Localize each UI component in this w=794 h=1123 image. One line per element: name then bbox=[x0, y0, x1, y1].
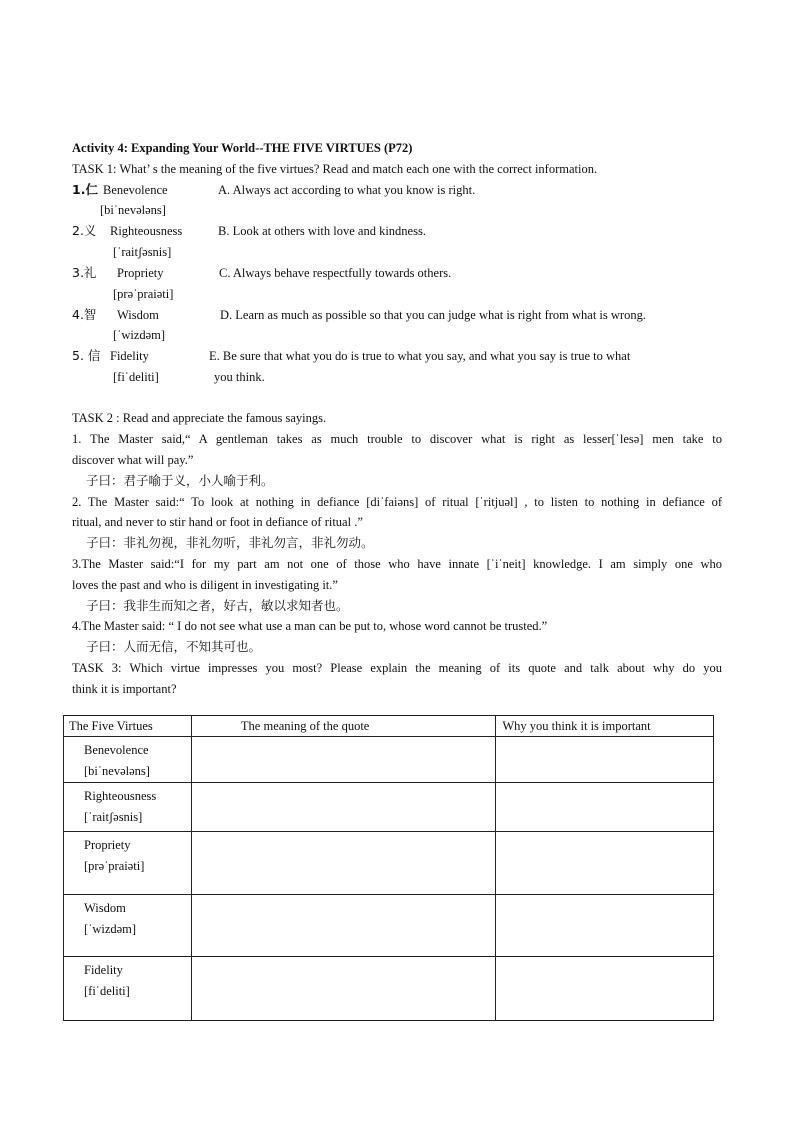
meaning-answer-cell[interactable] bbox=[191, 895, 495, 957]
saying-3-line-1: 3.The Master said:“I for my part am not one of those who have innate [ˈiˈneit] knowledge. I am simply one who bbox=[72, 557, 722, 571]
importance-answer-cell[interactable] bbox=[496, 737, 714, 783]
item-1-phonetic: [biˈnevələns] bbox=[100, 203, 166, 217]
importance-answer-cell[interactable] bbox=[496, 957, 714, 1021]
saying-1-line-1: 1. The Master said,“ A gentleman takes as much trouble to discover what is right as lesser[ˈlesə] men take to bbox=[72, 432, 722, 446]
meaning-answer-cell[interactable] bbox=[191, 957, 495, 1021]
saying-2-chinese: 子曰：非礼勿视，非礼勿听，非礼勿言，非礼勿动。 bbox=[86, 535, 374, 550]
activity-title: Activity 4: Expanding Your World--THE FIVE VIRTUES (P72) bbox=[72, 141, 413, 155]
task3-line-2: think it is important? bbox=[72, 682, 177, 696]
header-five-virtues: The Five Virtues bbox=[64, 716, 192, 737]
item-5-option-continued: you think. bbox=[214, 370, 265, 384]
item-4-number: 4.智 bbox=[72, 307, 97, 322]
item-1-option: A. Always act according to what you know is right. bbox=[218, 183, 476, 197]
item-2-word: Righteousness bbox=[110, 224, 183, 238]
meaning-answer-cell[interactable] bbox=[191, 737, 495, 783]
saying-4-chinese: 子曰：人而无信，不知其可也。 bbox=[86, 639, 262, 654]
virtue-word: Fidelity bbox=[84, 963, 123, 977]
saying-3-chinese: 子曰：我非生而知之者，好古，敏以求知者也。 bbox=[86, 598, 349, 613]
importance-answer-cell[interactable] bbox=[496, 783, 714, 832]
item-3-number: 3.礼 bbox=[72, 265, 97, 280]
virtue-cell bbox=[64, 832, 192, 895]
table-row bbox=[64, 832, 714, 895]
item-5-number: 5. 信 bbox=[72, 348, 101, 363]
item-3-phonetic: [prəˈpraiəti] bbox=[113, 287, 174, 301]
table-row bbox=[64, 957, 714, 1021]
virtue-word: Wisdom bbox=[84, 901, 126, 915]
saying-4-line-1: 4.The Master said: “ I do not see what use a man can be put to, whose word cannot be trusted.” bbox=[72, 619, 548, 633]
table-row bbox=[64, 737, 714, 783]
virtue-cell bbox=[64, 895, 192, 957]
item-1-word: Benevolence bbox=[103, 183, 168, 197]
meaning-answer-cell[interactable] bbox=[191, 832, 495, 895]
item-2-number: 2.义 bbox=[72, 223, 97, 238]
saying-2-line-2: ritual, and never to stir hand or foot in defiance of ritual .” bbox=[72, 515, 363, 529]
task3-line-1: TASK 3: Which virtue impresses you most? Please explain the meaning of its quote and talk about why do you bbox=[72, 661, 722, 675]
virtue-phonetic: [ˈraitʃəsnis] bbox=[84, 810, 143, 824]
virtue-word: Benevolence bbox=[84, 743, 149, 757]
item-5-word: Fidelity bbox=[110, 349, 149, 363]
virtue-cell bbox=[64, 957, 192, 1021]
table-header-row bbox=[64, 716, 714, 737]
virtue-phonetic: [ˈwizdəm] bbox=[84, 922, 137, 936]
saying-3-line-2: loves the past and who is diligent in investigating it.” bbox=[72, 578, 338, 592]
item-3-word: Propriety bbox=[117, 266, 164, 280]
virtue-word: Propriety bbox=[84, 838, 131, 852]
table-row bbox=[64, 783, 714, 832]
item-2-option: B. Look at others with love and kindness. bbox=[218, 224, 426, 238]
importance-answer-cell[interactable] bbox=[496, 895, 714, 957]
saying-1-line-2: discover what will pay.” bbox=[72, 453, 194, 467]
item-4-option: D. Learn as much as possible so that you can judge what is right from what is wrong. bbox=[220, 308, 646, 322]
virtue-phonetic: [fiˈdeliti] bbox=[84, 984, 130, 998]
table-row bbox=[64, 895, 714, 957]
virtue-phonetic: [prəˈpraiəti] bbox=[84, 859, 145, 873]
item-3-option: C. Always behave respectfully towards others. bbox=[219, 266, 452, 280]
item-5-phonetic: [fiˈdeliti] bbox=[113, 370, 159, 384]
saying-1-chinese: 子曰：君子喻于义，小人喻于利。 bbox=[86, 473, 274, 488]
header-why-important: Why you think it is important bbox=[496, 716, 714, 737]
item-5-option: E. Be sure that what you do is true to what you say, and what you say is true to what bbox=[209, 349, 631, 363]
item-4-phonetic: [ˈwizdəm] bbox=[113, 328, 166, 342]
task2-heading: TASK 2 : Read and appreciate the famous sayings. bbox=[72, 411, 327, 425]
item-2-phonetic: [ˈraitʃəsnis] bbox=[113, 245, 172, 259]
header-meaning-of-quote: The meaning of the quote bbox=[191, 716, 495, 737]
importance-answer-cell[interactable] bbox=[496, 832, 714, 895]
virtue-cell bbox=[64, 783, 192, 832]
virtues-table bbox=[63, 715, 714, 1021]
item-4-word: Wisdom bbox=[117, 308, 159, 322]
meaning-answer-cell[interactable] bbox=[191, 783, 495, 832]
task1-heading: TASK 1: What’ s the meaning of the five virtues? Read and match each one with the correct information. bbox=[72, 162, 598, 176]
item-1-number: 1.仁 bbox=[72, 182, 98, 197]
saying-2-line-1: 2. The Master said:“ To look at nothing in defiance [diˈfaiəns] of ritual [ˈritjuəl] , to listen to nothing in defiance of bbox=[72, 495, 722, 509]
virtue-phonetic: [biˈnevələns] bbox=[84, 764, 150, 778]
virtue-word: Righteousness bbox=[84, 789, 157, 803]
virtue-cell bbox=[64, 737, 192, 783]
